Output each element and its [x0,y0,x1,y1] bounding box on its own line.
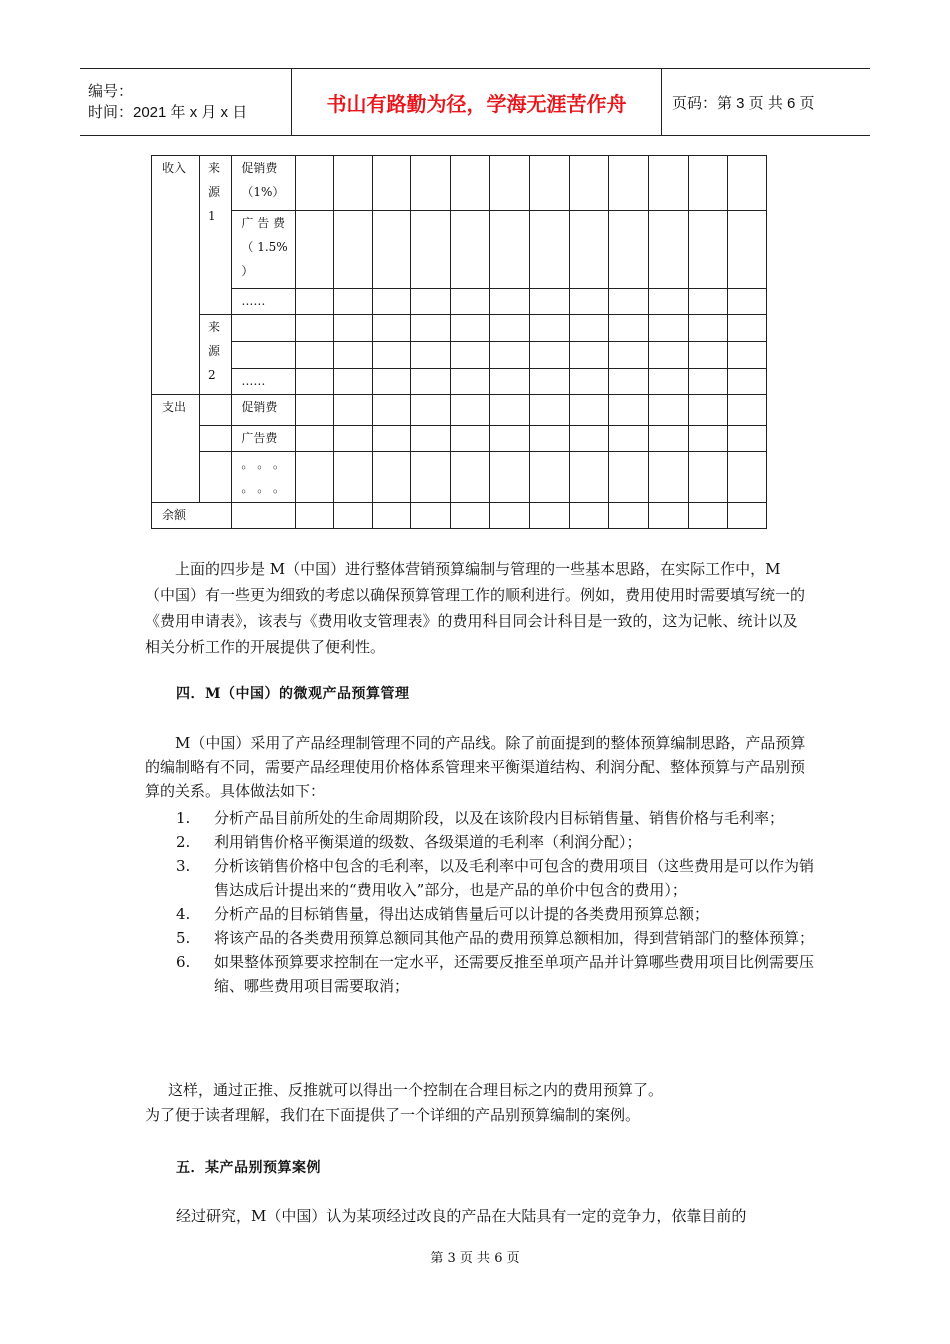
ellipsis-2: …… [232,368,296,395]
time-label: 时间：2021 年 x 月 x 日 [88,104,248,121]
budget-table [151,155,767,529]
source-1-label: 来 源 1 [200,156,232,315]
section-5-title: 五．某产品别预算案例 [176,1160,321,1176]
list-item: 6. 如果整体预算要求控制在一定水平，还需要反推至单项产品并计算哪些费用项目比例需要压缩、哪些费用项目需要取消； [176,953,815,995]
section-5-intro: 经过研究，M（中国）认为某项经过改良的产品在大陆具有一定的竞争力，依靠目前的 [176,1207,747,1225]
ellipsis-1: …… [232,288,296,315]
page-footer: 第 3 页 共 6 页 [430,1251,520,1266]
page-header [80,68,870,136]
header-page-info: 页码：第 3 页 共 6 页 [662,69,871,136]
list-item: 4. 分析产品的目标销售量，得出达成销售量后可以计提的各类费用预算总额； [176,905,710,923]
expense-label: 支出 [152,395,200,503]
number-label: 编号： [88,83,134,100]
ad-fee: 广告费 [232,425,296,452]
source-2-label: 来 源 2 [200,315,232,395]
list-item: 3. 分析该销售价格中包含的毛利率，以及毛利率中可包含的费用项目（这些费用是可以作为销售达成后计提出来的“费用收入”部分，也是产品的单价中包含的费用）； [176,857,815,899]
paragraph-budget-summary: 上面的四步是 M（中国）进行整体营销预算编制与管理的一些基本思路，在实际工作中，M（中国）有一些更为细致的考虑以确保预算管理工作的顺利进行。例如，费用使用时需要填写统一的《费用申请表》，该表与《费用收支管理表》的费用科目同会计科目是一致的，这为记帐、统计以及相关分析工作的开展提供了便利性。 [145,560,806,656]
ad-fee-1-5pct: 广 告 费 （ 1.5% ） [232,211,296,289]
steps-list [176,806,816,998]
header-meta [80,69,292,136]
section-4-title: 四．M（中国）的微观产品预算管理 [176,686,410,702]
promo-fee-1pct: 促销费 （1%） [232,156,296,211]
conclusion-1: 这样，通过正推、反推就可以得出一个控制在合理目标之内的费用预算了。 [168,1081,664,1099]
list-item: 1. 分析产品目前所处的生命周期阶段，以及在该阶段内目标销售量、销售价格与毛利率； [176,809,785,827]
income-label: 收入 [152,156,200,395]
list-item: 2. 利用销售价格平衡渠道的级数、各级渠道的毛利率（利润分配）； [176,833,642,851]
promo-fee: 促销费 [232,395,296,426]
conclusion-2: 为了便于读者理解，我们在下面提供了一个详细的产品别预算编制的案例。 [145,1106,641,1124]
balance-label: 余额 [152,503,232,529]
section-4-intro: M（中国）采用了产品经理制管理不同的产品线。除了前面提到的整体预算编制思路，产品预算的编制略有不同，需要产品经理使用价格体系管理来平衡渠道结构、利润分配、整体预算与产品别预算的关系。具体做法如下： [145,734,806,800]
other-items-dots: 。 。 。 。 。 。 [232,452,296,503]
list-item: 5. 将该产品的各类费用预算总额同其他产品的费用预算总额相加，得到营销部门的整体预算； [176,929,815,947]
header-motto: 书山有路勤为径，学海无涯苦作舟 [292,69,662,136]
